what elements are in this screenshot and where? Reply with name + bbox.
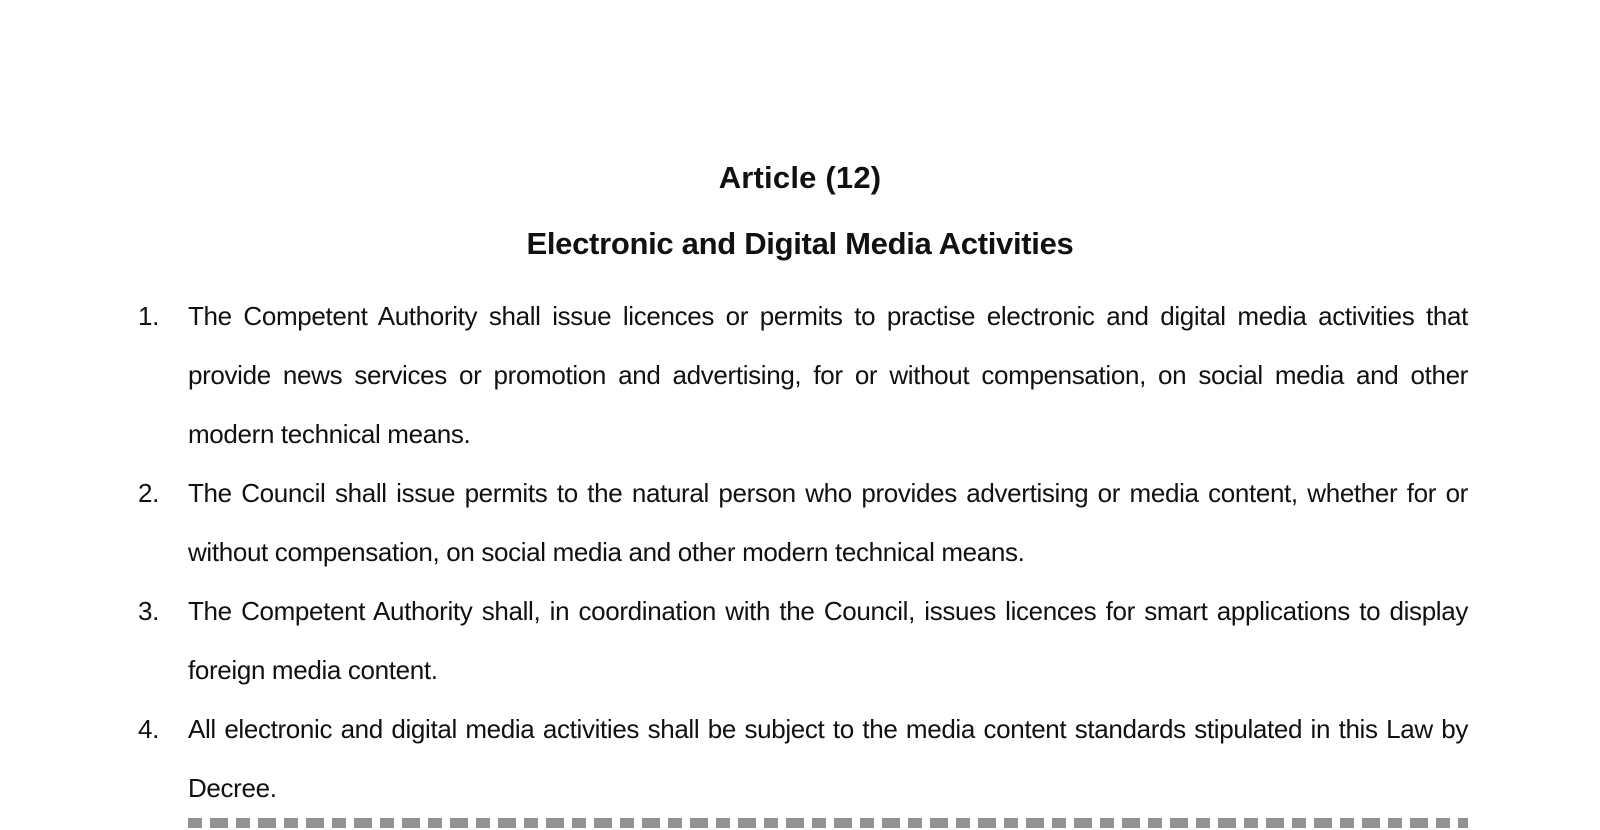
cropped-next-line — [188, 816, 1468, 830]
clause-text: The Council shall issue permits to the natural person who provides advertising or media content, whether for or without compensation, on social media and other modern technical means. — [188, 478, 1468, 567]
clause-number: 4. — [138, 714, 159, 744]
clause-item-4 — [138, 700, 1468, 818]
clause-number: 3. — [138, 596, 159, 626]
article-number-heading: Article (12) — [718, 160, 882, 195]
clause-text: The Competent Authority shall issue licences or permits to practise electronic and digital media activities that provide news services or promotion and advertising, for or without compensation, on social media and other modern technical means. — [188, 301, 1468, 449]
clause-number: 1. — [138, 301, 159, 331]
clause-number: 2. — [138, 478, 159, 508]
article-title-heading: Electronic and Digital Media Activities — [526, 226, 1074, 261]
clause-item-3 — [138, 582, 1468, 700]
clause-text: All electronic and digital media activities shall be subject to the media content standards stipulated in this Law by Decree. — [188, 714, 1468, 803]
clause-item-1 — [138, 287, 1468, 464]
clause-text: The Competent Authority shall, in coordination with the Council, issues licences for smart applications to display foreign media content. — [188, 596, 1468, 685]
clause-list — [138, 287, 1468, 818]
clause-item-2 — [138, 464, 1468, 582]
